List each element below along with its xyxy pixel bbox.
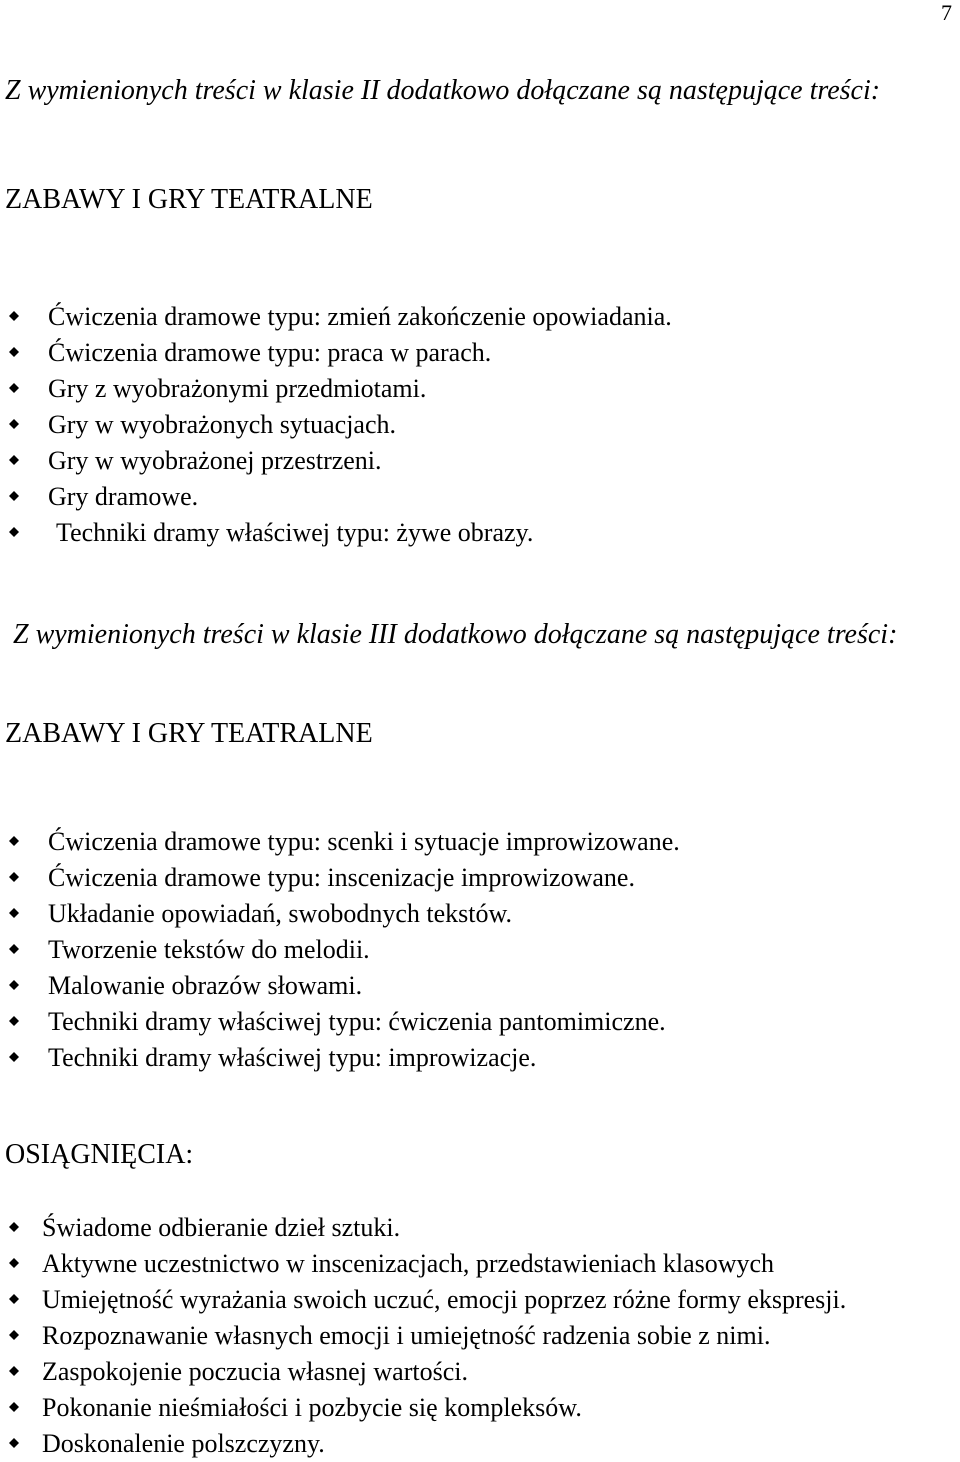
list-item: Ćwiczenia dramowe typu: zmień zakończenie opowiadania. (0, 299, 940, 335)
section-heading-class-2: Z wymienionych treści w klasie II dodatkowo dołączane są następujące treści: (5, 75, 881, 106)
bullet-list-class-3 (0, 824, 940, 1076)
diamond-bullet-icon (9, 527, 19, 537)
diamond-bullet-icon (9, 455, 19, 465)
list-item: Pokonanie nieśmiałości i pozbycie się kompleksów. (0, 1390, 955, 1426)
diamond-bullet-icon (9, 1052, 19, 1062)
list-item: Doskonalenie polszczyzny. (0, 1426, 955, 1462)
list-item: Umiejętność wyrażania swoich uczuć, emocji poprzez różne formy ekspresji. (0, 1282, 955, 1318)
list-item: Zaspokojenie poczucia własnej wartości. (0, 1354, 955, 1390)
achievements-title: OSIĄGNIĘCIA: (5, 1139, 194, 1170)
list-item: Techniki dramy właściwej typu: improwizacje. (0, 1040, 940, 1076)
list-item: Układanie opowiadań, swobodnych tekstów. (0, 896, 940, 932)
diamond-bullet-icon (9, 1438, 19, 1448)
diamond-bullet-icon (9, 311, 19, 321)
list-item: Rozpoznawanie własnych emocji i umiejętność radzenia sobie z nimi. (0, 1318, 955, 1354)
diamond-bullet-icon (9, 1016, 19, 1026)
list-item: Gry dramowe. (0, 479, 940, 515)
list-item: Aktywne uczestnictwo w inscenizacjach, przedstawieniach klasowych (0, 1246, 955, 1282)
bullet-list-class-2 (0, 299, 940, 551)
list-item: Tworzenie tekstów do melodii. (0, 932, 940, 968)
list-item: Ćwiczenia dramowe typu: inscenizacje improwizowane. (0, 860, 940, 896)
diamond-bullet-icon (9, 419, 19, 429)
list-item: Gry w wyobrażonej przestrzeni. (0, 443, 940, 479)
section-heading-class-3: Z wymienionych treści w klasie III dodatkowo dołączane są następujące treści: (13, 619, 898, 650)
list-item: Świadome odbieranie dzieł sztuki. (0, 1210, 955, 1246)
list-item: Gry w wyobrażonych sytuacjach. (0, 407, 940, 443)
diamond-bullet-icon (9, 1222, 19, 1232)
bullet-list-achievements (0, 1210, 955, 1462)
diamond-bullet-icon (9, 980, 19, 990)
list-item: Ćwiczenia dramowe typu: praca w parach. (0, 335, 940, 371)
list-item: Ćwiczenia dramowe typu: scenki i sytuacje improwizowane. (0, 824, 940, 860)
list-item: Techniki dramy właściwej typu: ćwiczenia pantomimiczne. (0, 1004, 940, 1040)
list-item: Techniki dramy właściwej typu: żywe obrazy. (0, 515, 940, 551)
diamond-bullet-icon (9, 491, 19, 501)
diamond-bullet-icon (9, 944, 19, 954)
section-subtitle-class-2: ZABAWY I GRY TEATRALNE (5, 184, 373, 215)
diamond-bullet-icon (9, 908, 19, 918)
diamond-bullet-icon (9, 1366, 19, 1376)
diamond-bullet-icon (9, 1330, 19, 1340)
diamond-bullet-icon (9, 1258, 19, 1268)
diamond-bullet-icon (9, 347, 19, 357)
diamond-bullet-icon (9, 383, 19, 393)
diamond-bullet-icon (9, 1294, 19, 1304)
diamond-bullet-icon (9, 836, 19, 846)
list-item: Gry z wyobrażonymi przedmiotami. (0, 371, 940, 407)
diamond-bullet-icon (9, 872, 19, 882)
section-subtitle-class-3: ZABAWY I GRY TEATRALNE (5, 718, 373, 749)
list-item: Malowanie obrazów słowami. (0, 968, 940, 1004)
diamond-bullet-icon (9, 1402, 19, 1412)
page-number: 7 (941, 0, 952, 25)
